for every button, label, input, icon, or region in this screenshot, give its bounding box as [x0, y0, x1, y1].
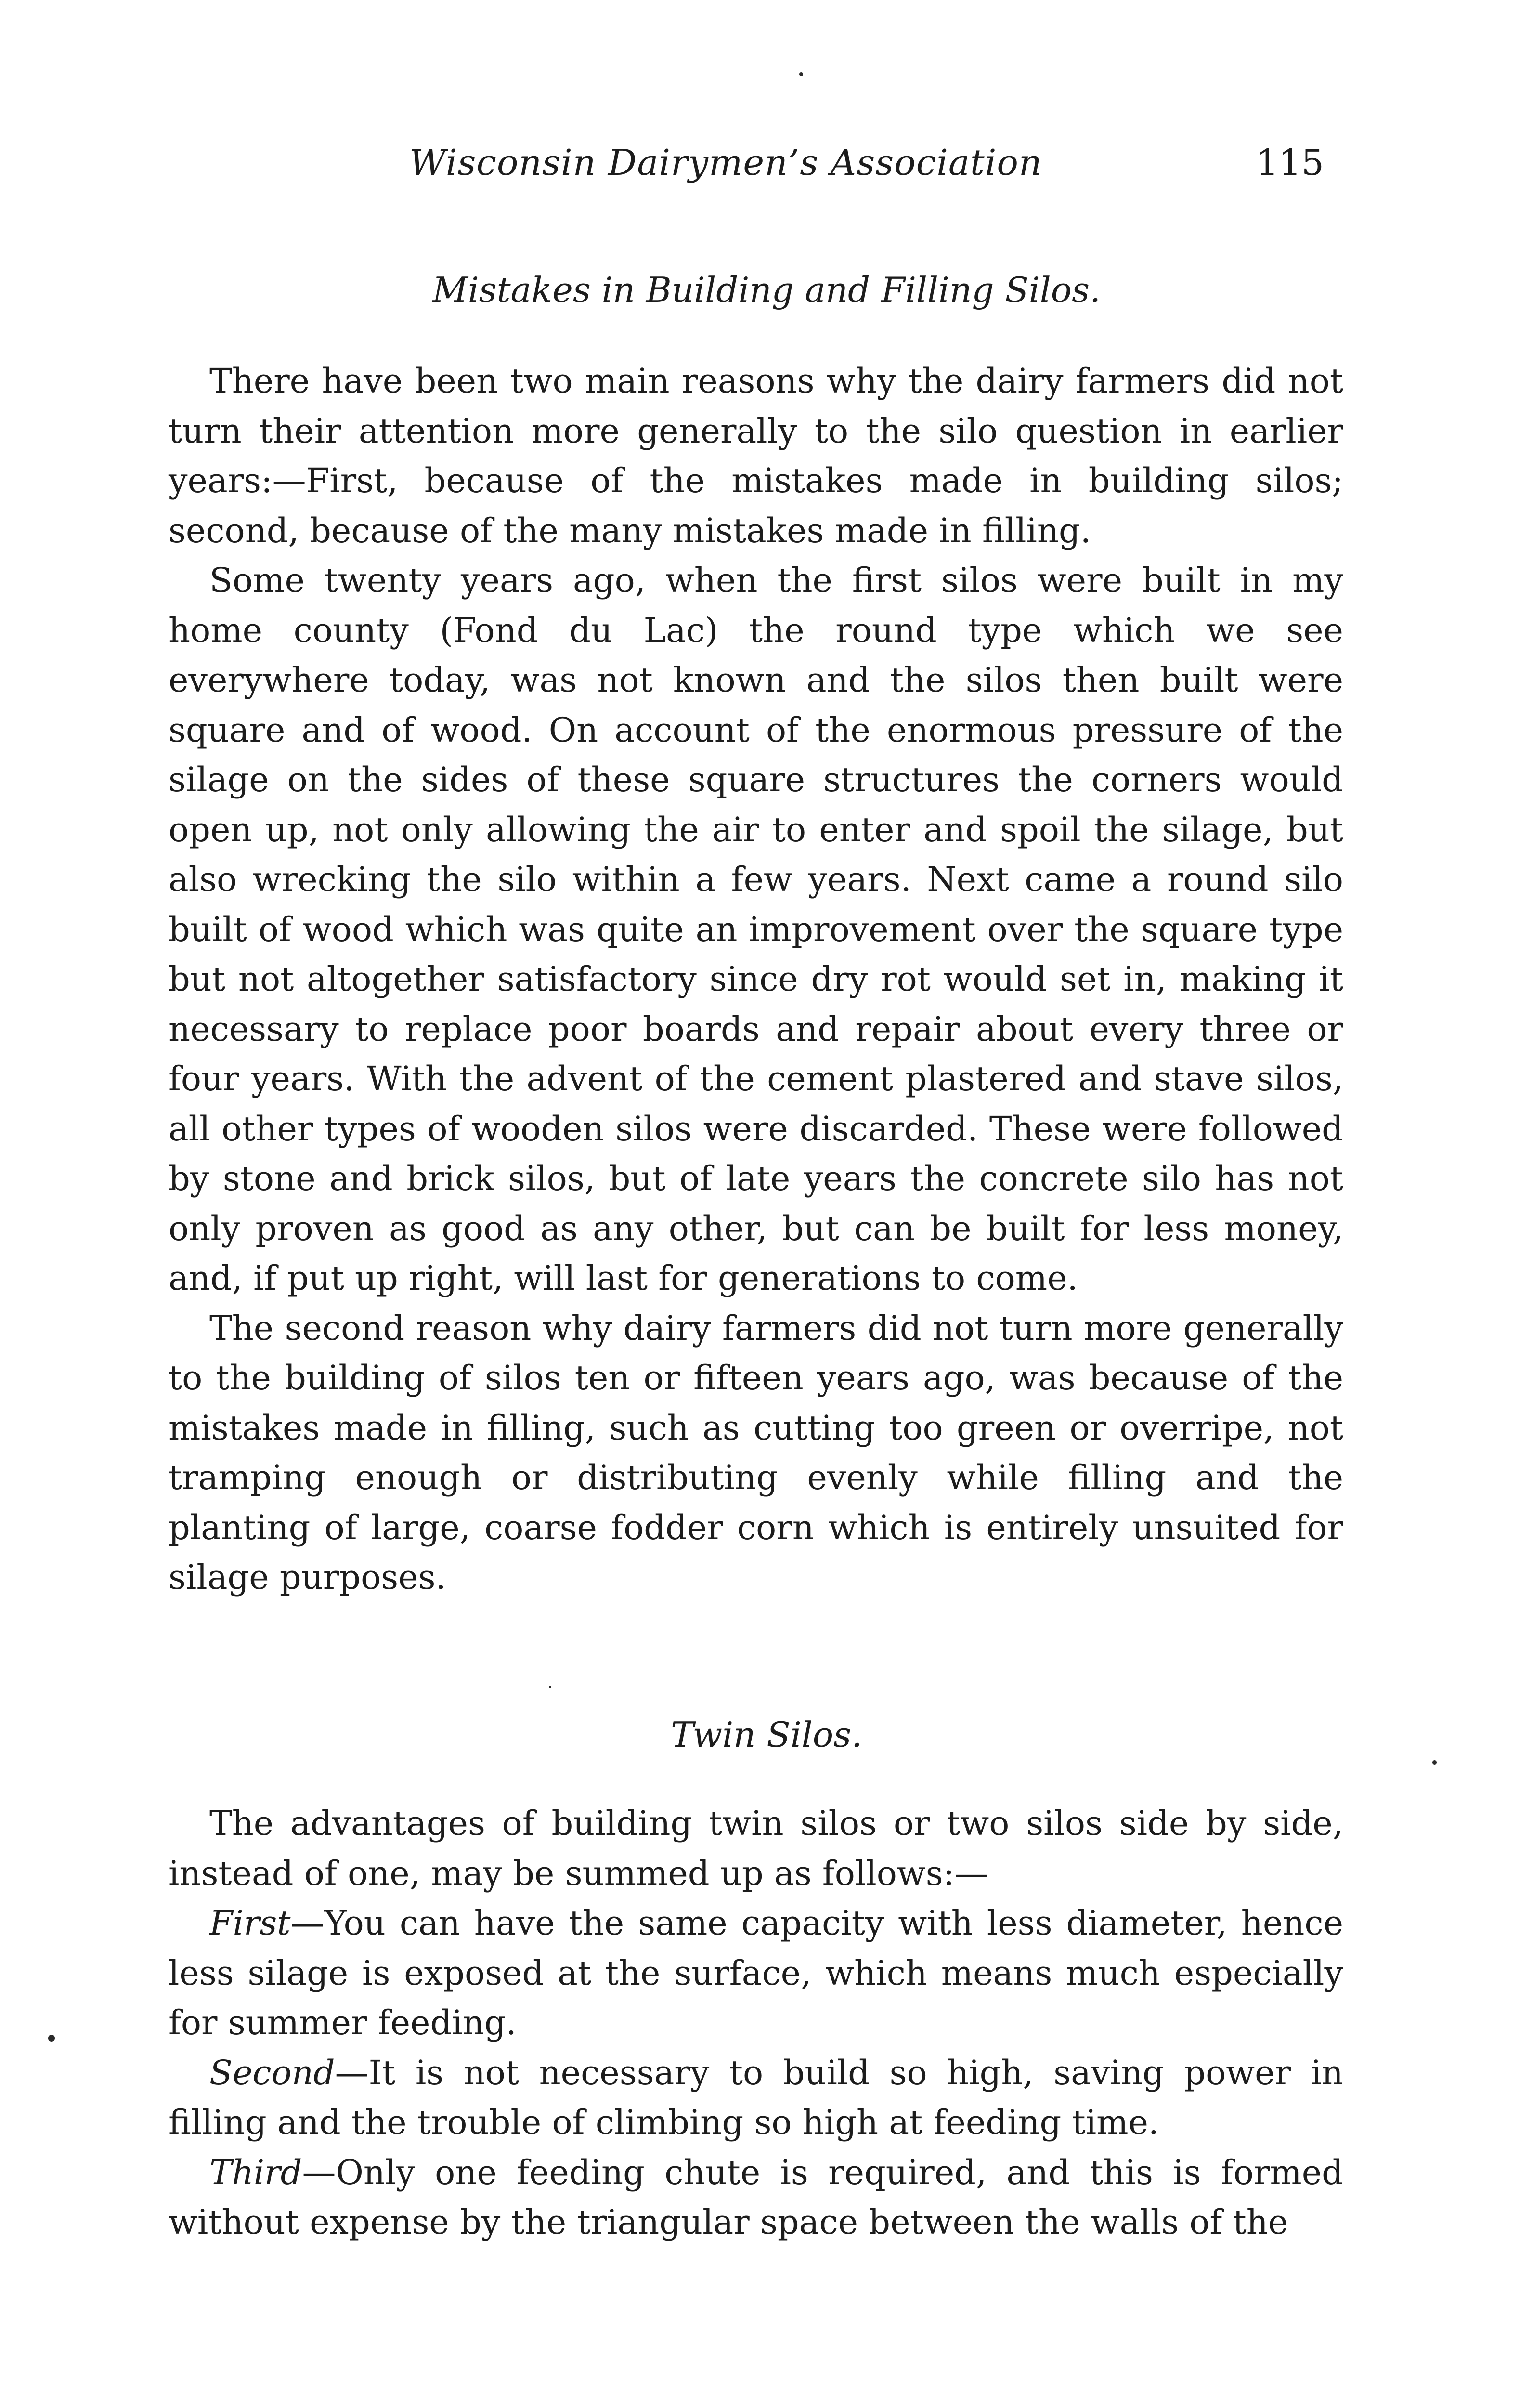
- page-number: 115: [1256, 142, 1324, 183]
- list-item: [169, 1898, 1343, 2048]
- list-item: [169, 2048, 1343, 2148]
- item-label: First: [209, 1903, 291, 1943]
- scan-speck: [48, 2035, 55, 2042]
- paragraph: Some twenty years ago, when the first silos were built in my home county (Fond du Lac) the round type which we see everywhere today, was not known and the silos then built were square and of wood. On account of the enormous pressure of the silage on the sides of these square structures the corners would open up, not only allowing the air to enter and spoil the silage, but also wrecking the silo within a few years. Next came a round silo built of wood which was quite an improvement over the square type but not altogether satisfactory since dry rot would set in, making it necessary to replace poor boards and repair about every three or four years. With the advent of the cement plastered and stave silos, all other types of wooden silos were discarded. These were followed by stone and brick silos, but of late years the concrete silo has not only proven as good as any other, but can be built for less money, and, if put up right, will last for generations to come.: [169, 561, 1343, 1298]
- item-text: —It is not necessary to build so high, saving power in filling and the trouble of climbing so high at feeding time.: [169, 2053, 1343, 2142]
- scan-speck: [799, 72, 803, 76]
- scan-speck: [549, 1686, 551, 1688]
- paragraph: The advantages of building twin silos or two silos side by side, instead of one, may be summed up as follows:—: [169, 1804, 1343, 1893]
- section-body-mistakes: [169, 356, 1343, 1603]
- list-item: [169, 2148, 1343, 2248]
- scan-speck: [1432, 1760, 1437, 1765]
- running-title: Wisconsin Dairymen’s Association: [409, 142, 1042, 183]
- section-title-twin-silos: Twin Silos.: [671, 1714, 862, 1755]
- section-title-mistakes: Mistakes in Building and Filling Silos.: [432, 270, 1101, 310]
- paragraph: There have been two main reasons why the dairy farmers did not turn their attention more generally to the silo question in earlier years:—First, because of the mistakes made in building silos; second, because of the many mistakes made in filling.: [169, 361, 1343, 550]
- section-body-twin-silos: [169, 1799, 1343, 2248]
- paragraph: The second reason why dairy farmers did not turn more generally to the building of silos ten or fifteen years ago, was because of the mistakes made in filling, such as cutting too green or overripe, not tramping enough or distributing evenly while filling and the planting of large, coarse fodder corn which is entirely unsuited for silage purposes.: [169, 1308, 1343, 1597]
- item-label: Third: [209, 2152, 302, 2192]
- page-header: [409, 142, 1324, 200]
- item-label: Second: [209, 2053, 335, 2093]
- item-text: —You can have the same capacity with less diameter, hence less silage is exposed at the surface, which means much especially for summer feeding.: [169, 1903, 1343, 2042]
- item-text: —Only one feeding chute is required, and this is formed without expense by the triangular space between the walls of the: [169, 2152, 1343, 2242]
